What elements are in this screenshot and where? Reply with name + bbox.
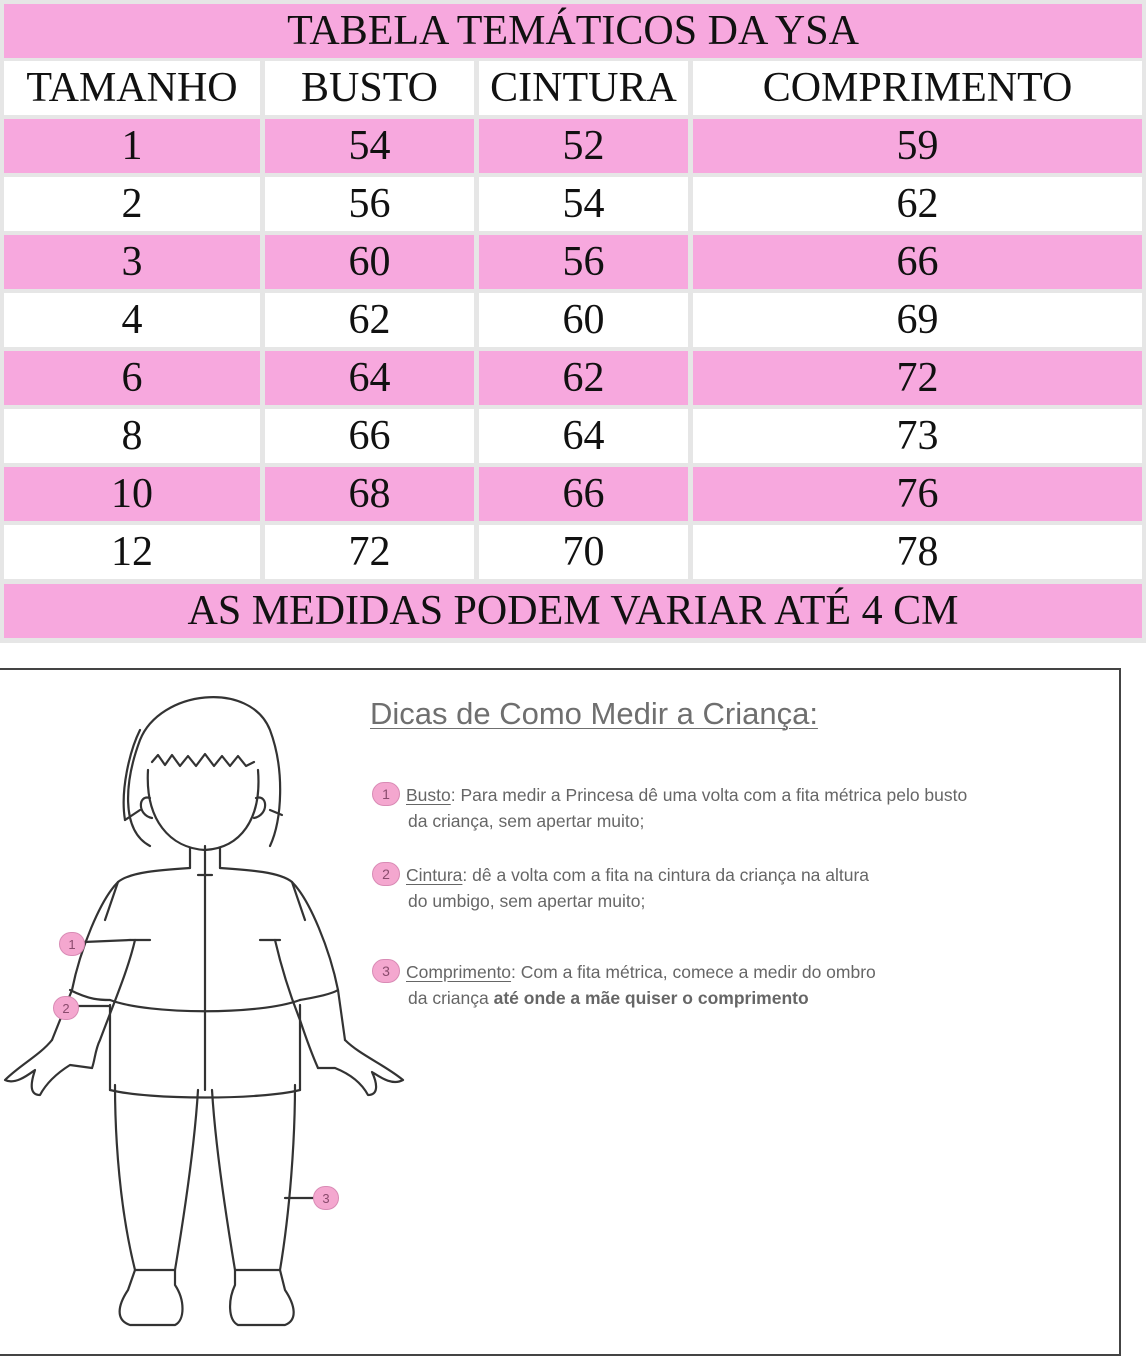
cell-cintura: 66 bbox=[479, 467, 688, 521]
table-footer-note: AS MEDIDAS PODEM VARIAR ATÉ 4 CM bbox=[4, 584, 1142, 638]
cell-tamanho: 4 bbox=[4, 293, 260, 347]
marker-1-busto: 1 bbox=[59, 932, 85, 956]
cell-busto: 56 bbox=[265, 177, 474, 231]
cell-busto: 60 bbox=[265, 235, 474, 289]
tip-cintura bbox=[372, 862, 1107, 914]
tip-text-line2: da criança, sem apertar muito; bbox=[408, 811, 645, 832]
tip-number: 3 bbox=[372, 959, 400, 983]
cell-comprimento: 62 bbox=[693, 177, 1142, 231]
marker-2-cintura: 2 bbox=[53, 996, 79, 1020]
cell-cintura: 52 bbox=[479, 119, 688, 173]
tip-text-line2 bbox=[372, 985, 1107, 1011]
tip-text: : dê a volta com a fita na cintura da criança na altura bbox=[462, 865, 870, 885]
cell-comprimento: 59 bbox=[693, 119, 1142, 173]
cell-tamanho: 12 bbox=[4, 525, 260, 579]
cell-cintura: 54 bbox=[479, 177, 688, 231]
measuring-guide bbox=[0, 668, 1121, 1356]
cell-cintura: 64 bbox=[479, 409, 688, 463]
cell-cintura: 70 bbox=[479, 525, 688, 579]
cell-comprimento: 73 bbox=[693, 409, 1142, 463]
tip-comprimento bbox=[372, 959, 1107, 1011]
tip-text: da criança bbox=[408, 988, 494, 1009]
tip-text: : Para medir a Princesa dê uma volta com a fita métrica pelo busto bbox=[450, 785, 968, 805]
header-tamanho: TAMANHO bbox=[4, 61, 260, 115]
table-title: TABELA TEMÁTICOS DA YSA bbox=[4, 4, 1142, 58]
header-cintura: CINTURA bbox=[479, 61, 688, 115]
cell-comprimento: 66 bbox=[693, 235, 1142, 289]
cell-busto: 64 bbox=[265, 351, 474, 405]
cell-comprimento: 69 bbox=[693, 293, 1142, 347]
cell-busto: 62 bbox=[265, 293, 474, 347]
tip-number: 2 bbox=[372, 862, 400, 886]
header-busto: BUSTO bbox=[265, 61, 474, 115]
cell-busto: 54 bbox=[265, 119, 474, 173]
tip-text: : Com a fita métrica, comece a medir do ombro bbox=[511, 962, 876, 982]
header-comprimento: COMPRIMENTO bbox=[693, 61, 1142, 115]
cell-comprimento: 78 bbox=[693, 525, 1142, 579]
cell-tamanho: 3 bbox=[4, 235, 260, 289]
size-table bbox=[0, 0, 1146, 643]
guide-title: Dicas de Como Medir a Criança: bbox=[370, 696, 818, 731]
cell-tamanho: 2 bbox=[4, 177, 260, 231]
tip-term: Busto bbox=[406, 785, 451, 805]
cell-busto: 68 bbox=[265, 467, 474, 521]
cell-busto: 72 bbox=[265, 525, 474, 579]
cell-tamanho: 1 bbox=[4, 119, 260, 173]
cell-tamanho: 10 bbox=[4, 467, 260, 521]
tip-number: 1 bbox=[372, 782, 400, 806]
cell-comprimento: 72 bbox=[693, 351, 1142, 405]
cell-busto: 66 bbox=[265, 409, 474, 463]
cell-comprimento: 76 bbox=[693, 467, 1142, 521]
tip-term: Cintura bbox=[406, 865, 463, 885]
cell-cintura: 56 bbox=[479, 235, 688, 289]
tip-term: Comprimento bbox=[406, 962, 512, 982]
cell-tamanho: 8 bbox=[4, 409, 260, 463]
cell-tamanho: 6 bbox=[4, 351, 260, 405]
marker-3-comprimento: 3 bbox=[313, 1186, 339, 1210]
tip-text-line2: do umbigo, sem apertar muito; bbox=[408, 891, 646, 912]
tip-emphasis: até onde a mãe quiser o comprimento bbox=[493, 988, 809, 1009]
tip-busto bbox=[372, 782, 1107, 834]
cell-cintura: 60 bbox=[479, 293, 688, 347]
cell-cintura: 62 bbox=[479, 351, 688, 405]
